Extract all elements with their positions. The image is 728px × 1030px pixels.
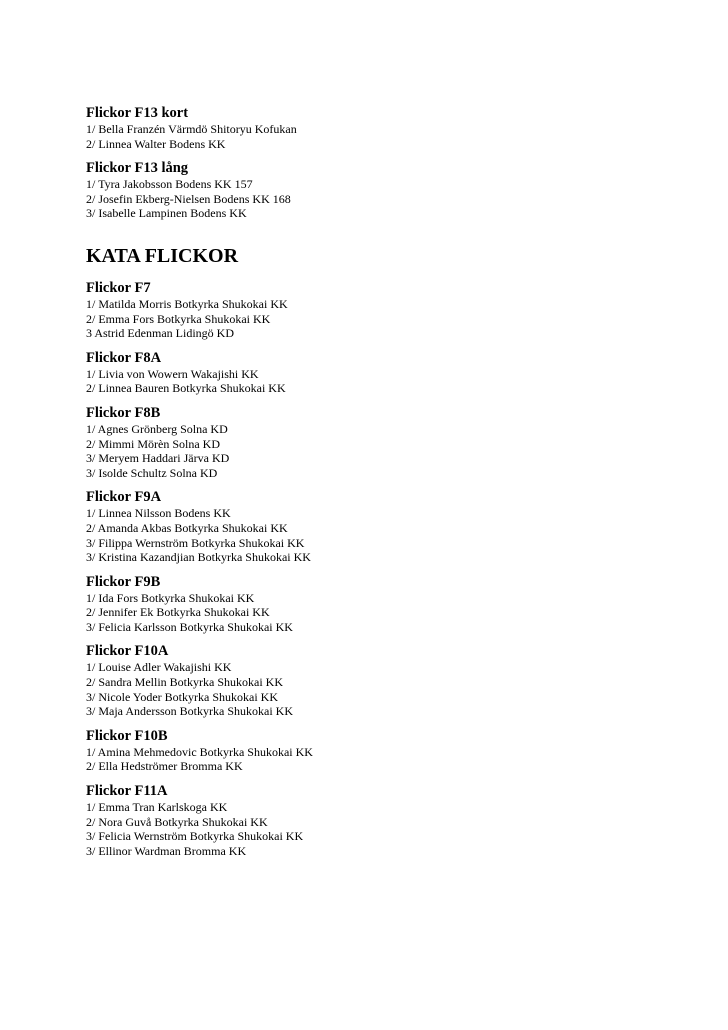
result-row: 2/ Sandra Mellin Botkyrka Shukokai KK <box>86 675 283 690</box>
group-spacer <box>86 151 686 159</box>
group-title: Flickor F8B <box>86 404 161 421</box>
document-page <box>86 104 686 858</box>
group-spacer <box>86 634 686 642</box>
result-group <box>86 782 686 858</box>
result-row: 2/ Ella Hedströmer Bromma KK <box>86 759 243 774</box>
result-group <box>86 727 686 774</box>
group-title: Flickor F11A <box>86 783 168 800</box>
result-row: 1/ Livia von Wowern Wakajishi KK <box>86 366 259 381</box>
result-row: 2/ Nora Guvå Botkyrka Shukokai KK <box>86 814 268 829</box>
group-spacer <box>86 480 686 488</box>
result-row: 2/ Mimmi Mörèn Solna KD <box>86 436 220 451</box>
result-row: 2/ Josefin Ekberg-Nielsen Bodens KK 168 <box>86 191 291 206</box>
result-row: 2/ Linnea Bauren Botkyrka Shukokai KK <box>86 381 286 396</box>
result-row: 1/ Amina Mehmedovic Botkyrka Shukokai KK <box>86 744 313 759</box>
result-group <box>86 349 686 396</box>
kata-heading: KATA FLICKOR <box>86 244 239 267</box>
result-row: 2/ Linnea Walter Bodens KK <box>86 136 226 151</box>
result-row: 3/ Isabelle Lampinen Bodens KK <box>86 206 247 221</box>
result-row: 3/ Kristina Kazandjian Botkyrka Shukokai KK <box>86 550 311 565</box>
group-spacer <box>86 774 686 782</box>
group-title: Flickor F10B <box>86 727 168 744</box>
group-spacer <box>86 341 686 349</box>
result-row: 2/ Amanda Akbas Botkyrka Shukokai KK <box>86 520 288 535</box>
result-row: 3/ Felicia Karlsson Botkyrka Shukokai KK <box>86 619 293 634</box>
group-spacer <box>86 719 686 727</box>
group-title: Flickor F13 lång <box>86 160 189 177</box>
group-title: Flickor F8A <box>86 349 162 366</box>
result-group <box>86 104 686 151</box>
kata-results <box>86 279 686 858</box>
result-row: 1/ Bella Franzén Värmdö Shitoryu Kofukan <box>86 122 297 136</box>
group-title: Flickor F10A <box>86 643 169 660</box>
result-group <box>86 488 686 564</box>
result-group <box>86 279 686 341</box>
results-before-kata <box>86 104 686 221</box>
result-group <box>86 159 686 221</box>
result-row: 3 Astrid Edenman Lidingö KD <box>86 326 234 341</box>
result-row: 1/ Agnes Grönberg Solna KD <box>86 421 228 436</box>
group-title: Flickor F9A <box>86 489 162 506</box>
result-group <box>86 404 686 480</box>
result-row: 3/ Ellinor Wardman Bromma KK <box>86 843 247 858</box>
result-row: 1/ Louise Adler Wakajishi KK <box>86 660 232 675</box>
result-row: 1/ Emma Tran Karlskoga KK <box>86 800 228 815</box>
result-row: 2/ Jennifer Ek Botkyrka Shukokai KK <box>86 605 270 620</box>
result-row: 3/ Meryem Haddari Järva KD <box>86 451 230 466</box>
result-row: 3/ Filippa Wernström Botkyrka Shukokai KK <box>86 535 305 550</box>
result-row: 3/ Felicia Wernström Botkyrka Shukokai KK <box>86 829 304 844</box>
result-row: 3/ Isolde Schultz Solna KD <box>86 465 218 480</box>
result-row: 1/ Linnea Nilsson Bodens KK <box>86 506 231 521</box>
result-row: 1/ Matilda Morris Botkyrka Shukokai KK <box>86 296 288 311</box>
group-spacer <box>86 565 686 573</box>
group-title: Flickor F9B <box>86 573 161 590</box>
result-row: 2/ Emma Fors Botkyrka Shukokai KK <box>86 311 271 326</box>
result-row: 3/ Nicole Yoder Botkyrka Shukokai KK <box>86 689 278 704</box>
group-title: Flickor F13 kort <box>86 105 189 121</box>
result-group <box>86 642 686 718</box>
result-row: 1/ Tyra Jakobsson Bodens KK 157 <box>86 177 253 192</box>
group-spacer <box>86 396 686 404</box>
result-row: 1/ Ida Fors Botkyrka Shukokai KK <box>86 590 255 605</box>
result-group <box>86 573 686 635</box>
section-spacer <box>86 221 686 243</box>
result-row: 3/ Maja Andersson Botkyrka Shukokai KK <box>86 704 293 719</box>
group-title: Flickor F7 <box>86 279 151 296</box>
